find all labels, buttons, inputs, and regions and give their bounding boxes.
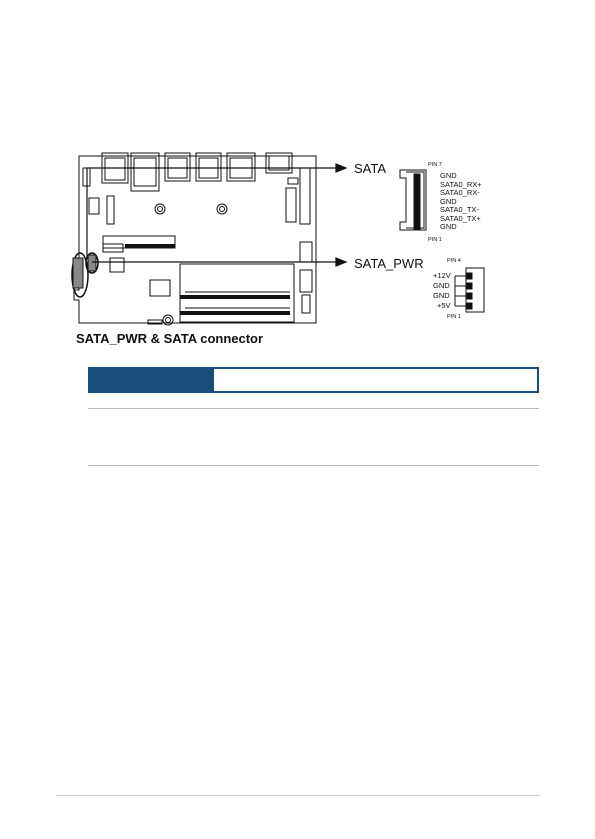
sata-pin-top-tag: PIN 7 [428,162,442,168]
sata-pin-label: SATA0_RX- [440,188,480,197]
sata-pin-label: SATA0_RX+ [440,179,482,189]
footer-divider [56,795,540,796]
slot-small [107,196,114,224]
figure-caption: SATA_PWR & SATA connector [76,331,264,346]
sata-pin-bottom-tag: PIN 1 [428,237,442,243]
sata-pwr-pin-label: GND [433,291,450,300]
sata-pin-label: SATA0_TX- [440,205,479,214]
sata-pwr-pin-top-tag: PIN 4 [447,258,461,264]
mount-hole [155,204,165,214]
header-right-2 [300,242,312,262]
m2-slot [286,188,296,222]
divider-top [88,408,539,409]
header-right-3 [300,270,312,292]
sata-pin-label: GND [440,171,457,180]
sata-pwr-callout-label: SATA_PWR [354,256,424,271]
sata-arrow-head [336,164,346,172]
sata-callout-label: SATA [354,161,387,176]
sata-pwr-pin-bottom-tag: PIN 1 [447,314,461,320]
sata-connector-outline [400,170,426,230]
header-right [300,168,310,224]
chip-square [150,280,170,296]
sata-pwr-arrow-head [336,258,346,266]
sata-pin-label: GND [440,222,457,231]
notice-tab [90,369,214,391]
sata-pin-label: GND [440,196,457,206]
chip [288,178,298,184]
sata-pin-label: SATA0_TX+ [440,213,481,223]
sata-pwr-pin-label: +12V [433,271,451,280]
header-block [110,258,124,272]
mount-hole [217,204,227,214]
notice-box [88,367,539,393]
header-left-mid [89,198,99,214]
rear-io-ports [102,153,292,191]
sata-pwr-pin-label: +5V [437,301,451,310]
divider-bottom [88,465,539,466]
sata-pin-strip [414,174,420,230]
header-right-4 [302,295,310,313]
sata-pwr-pin-label: GND [433,281,450,290]
